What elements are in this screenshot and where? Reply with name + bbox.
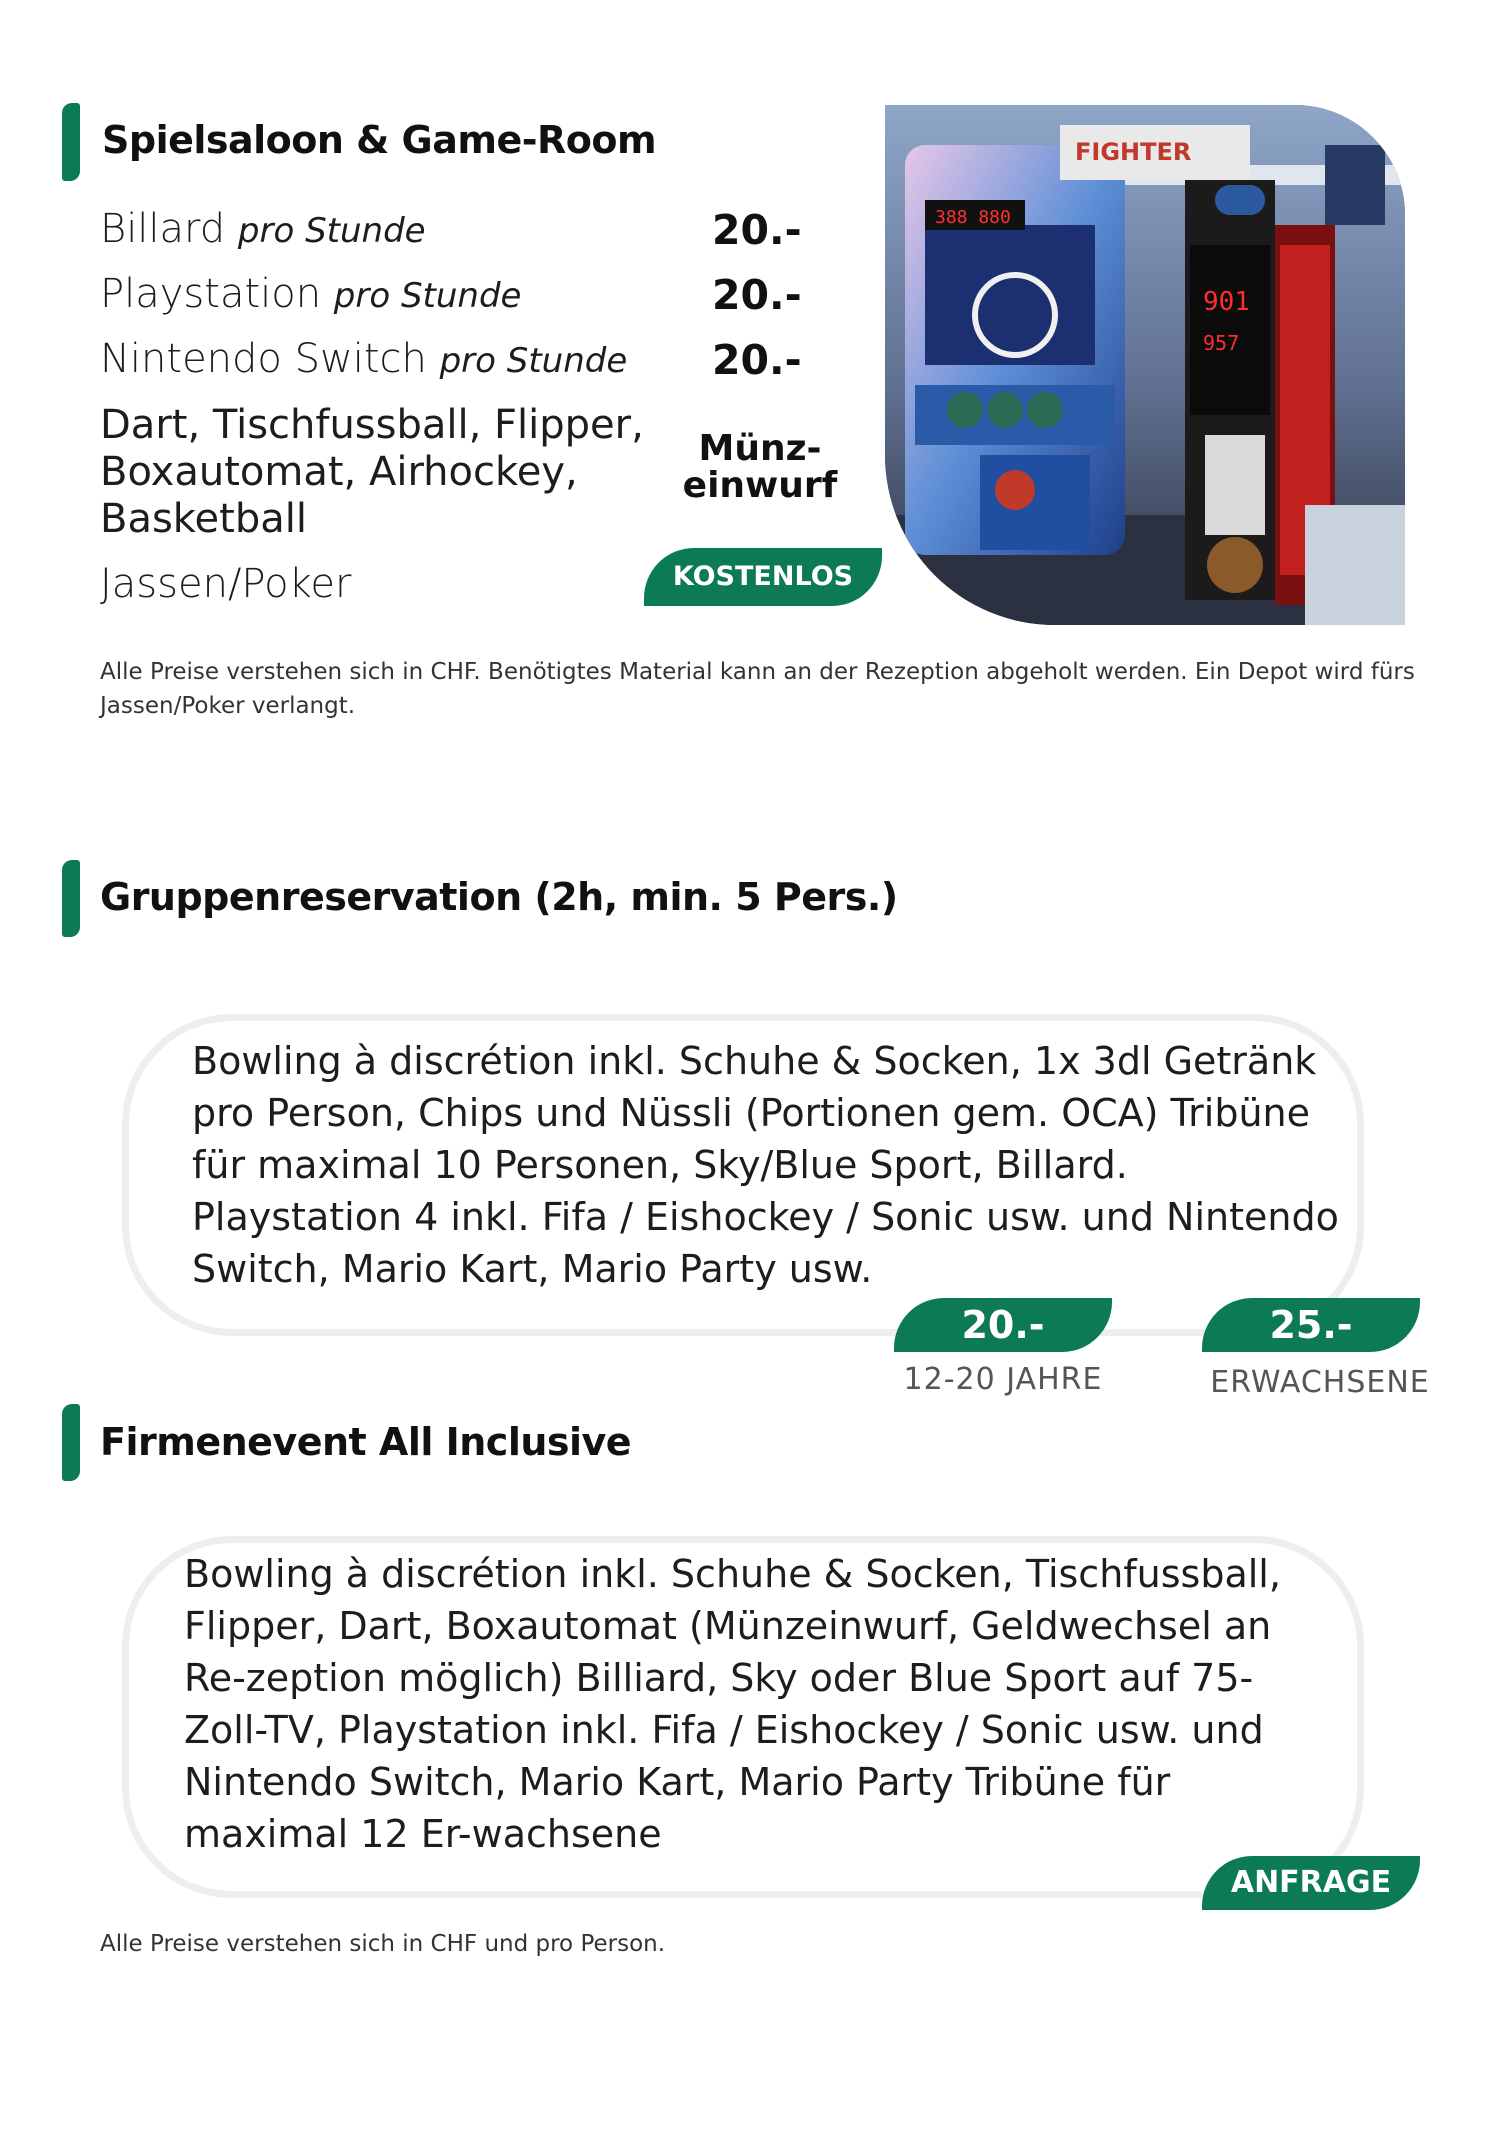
gruppen-description: Bowling à discrétion inkl. Schuhe & Socken, 1x 3dl Getränk pro Person, Chips und Nüssli (Portionen gem. OCA) Tribüne für maximal 10 Personen, Sky/Blue Sport, Billard. Playstation 4 inkl. Fifa / Eishockey / Sonic usw. und Nintendo Switch, Mario Kart, Mario Party usw. [192, 1039, 1339, 1291]
price-label-adult: ERWACHSENE [1210, 1365, 1430, 1400]
price-row-jassen [100, 561, 351, 607]
coin-price-line: Münz- [698, 428, 822, 469]
section-accent-bar [62, 1404, 80, 1481]
item-name: Billard [100, 206, 226, 252]
item-price: 20.- [712, 206, 802, 254]
kostenlos-badge: KOSTENLOS [644, 548, 882, 606]
item-name: Playstation [100, 271, 322, 317]
price-label-youth: 12-20 JAHRE [903, 1362, 1103, 1397]
arcade-photo-illustration [885, 105, 1405, 625]
item-price: 20.- [712, 336, 802, 384]
section-title-firmenevent: Firmenevent All Inclusive [100, 1420, 632, 1464]
coin-price [680, 430, 840, 504]
price-badge-youth: 20.- [894, 1298, 1112, 1352]
item-price: 20.- [712, 271, 802, 319]
price-row-playstation [100, 271, 521, 317]
coin-items [100, 402, 644, 543]
firmenevent-description: Bowling à discrétion inkl. Schuhe & Socken, Tischfussball, Flipper, Dart, Boxautomat (Münzeinwurf, Geldwechsel an Re-zeption möglich) Billiard, Sky oder Blue Sport auf 75-Zoll-TV, Playstation inkl. Fifa / Eishockey / Sonic usw. und Nintendo Switch, Mario Kart, Mario Party Tribüne für maximal 12 Er-wachsene [184, 1552, 1281, 1856]
section-title-spielsaloon: Spielsaloon & Game-Room [102, 118, 657, 162]
coin-items-line: Dart, Tischfussball, Flipper, [100, 402, 644, 448]
item-name: Jassen/Poker [100, 561, 352, 607]
item-name: Nintendo Switch [100, 336, 427, 382]
svg-text:388 880: 388 880 [935, 207, 1011, 228]
price-row-billard [100, 206, 426, 252]
section-title-gruppen: Gruppenreservation (2h, min. 5 Pers.) [100, 875, 898, 919]
svg-text:FIGHTER: FIGHTER [1075, 138, 1192, 166]
item-unit: pro Stunde [333, 276, 522, 316]
section-accent-bar [62, 103, 80, 181]
footer-note: Alle Preise verstehen sich in CHF und pro Person. [100, 1931, 666, 1957]
spielsaloon-note: Alle Preise verstehen sich in CHF. Benötigtes Material kann an der Rezeption abgeholt werden. Ein Depot wird fürs Jassen/Poker verlangt. [100, 659, 1415, 719]
coin-items-line: Basketball [100, 496, 307, 542]
anfrage-badge: ANFRAGE [1202, 1856, 1420, 1910]
svg-text:957: 957 [1203, 331, 1240, 355]
coin-price-line: einwurf [682, 465, 838, 506]
coin-items-line: Boxautomat, Airhockey, [100, 449, 578, 495]
price-badge-adult: 25.- [1202, 1298, 1420, 1352]
price-row-nintendo [100, 336, 627, 382]
item-unit: pro Stunde [439, 341, 628, 381]
arcade-photo [885, 105, 1405, 625]
section-accent-bar [62, 860, 80, 937]
item-unit: pro Stunde [237, 211, 426, 251]
svg-text:901: 901 [1203, 287, 1250, 317]
